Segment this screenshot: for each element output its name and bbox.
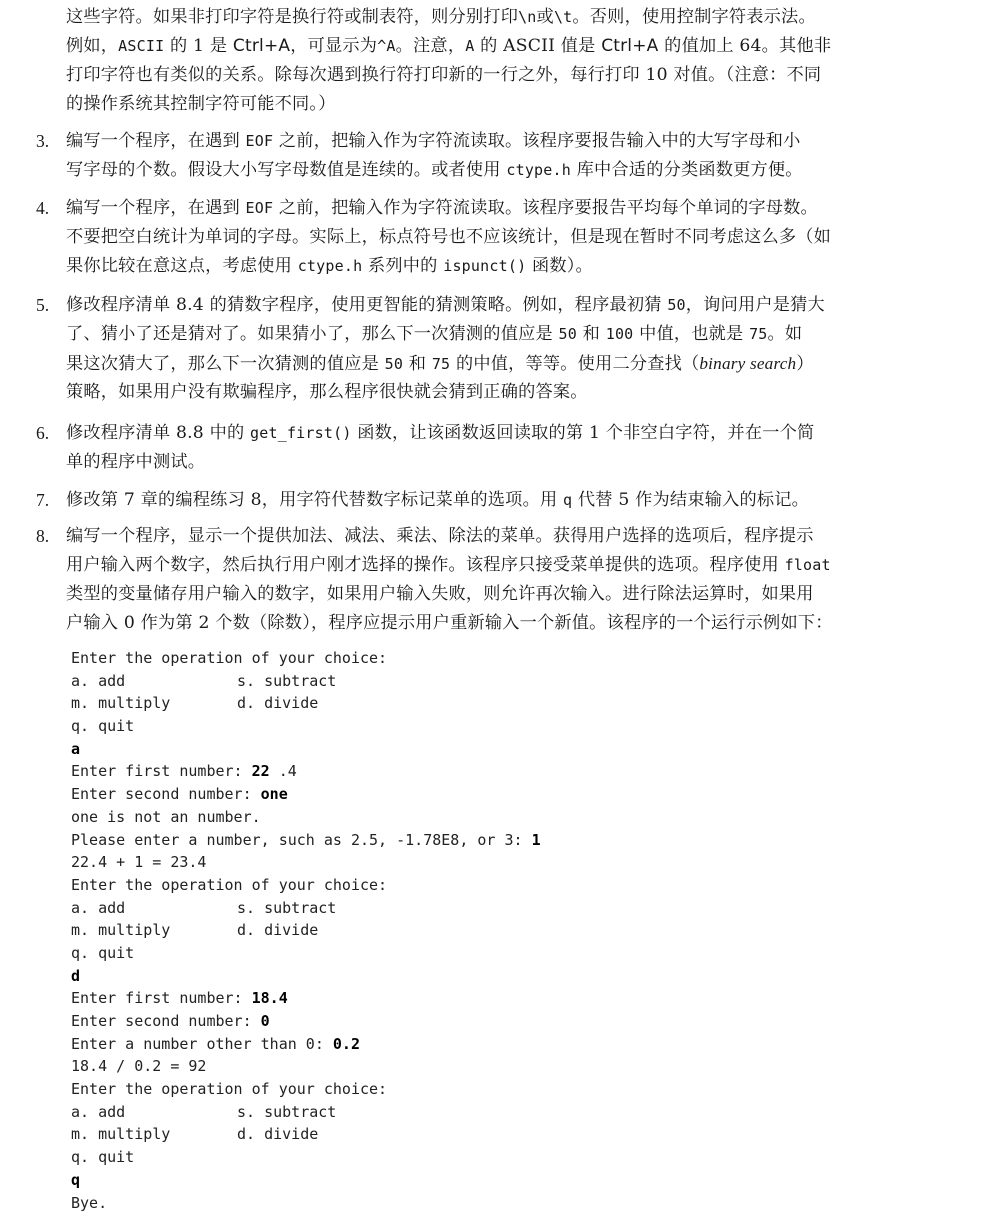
code-line <box>71 874 671 897</box>
text-run: 果这次猜大了，那么下一次猜测的值应是 <box>66 354 385 374</box>
exercise-line <box>66 580 866 609</box>
program-output: Enter the operation of your choice: <box>71 649 388 667</box>
code-line <box>71 760 671 783</box>
intro-paragraph <box>66 3 866 119</box>
user-input: 22 <box>251 762 270 781</box>
exercise-line <box>66 194 866 223</box>
program-output: Enter second number: <box>71 785 261 804</box>
text-run: 和 <box>577 324 606 344</box>
menu-option: a. add <box>71 671 126 690</box>
text-run: 例如， <box>66 36 119 56</box>
intro-line <box>66 3 866 32</box>
user-input: 1 <box>531 830 541 849</box>
program-output: Enter first number: <box>71 989 252 1008</box>
text-run: 系列中的 <box>362 256 444 276</box>
code-line <box>71 692 671 715</box>
menu-option: a. add <box>71 1102 126 1121</box>
italic-term: binary search <box>699 354 797 373</box>
text-run: 果你比较在意这点，考虑使用 <box>66 256 298 276</box>
menu-option: m. multiply <box>71 921 171 940</box>
code-line <box>71 1055 671 1078</box>
code-line <box>71 1123 671 1146</box>
exercise-line <box>66 252 866 281</box>
inline-code: float <box>784 556 831 574</box>
exercise-line <box>66 419 866 448</box>
program-output: s. subtract <box>237 1102 337 1121</box>
text-run: ，可显示为 <box>290 36 378 56</box>
program-output: q. quit <box>71 1148 135 1167</box>
program-output: one is not an number. <box>71 807 261 826</box>
program-output: d. divide <box>237 1125 319 1144</box>
code-line <box>71 829 671 852</box>
exercise-line <box>66 349 866 378</box>
text-run: 函数，让该函数返回读取的第 1 个非空白字符，并在一个简 <box>351 423 815 443</box>
inline-code: \n <box>518 8 537 26</box>
text-run: ，询问用户是猜大 <box>685 295 825 315</box>
code-line <box>71 987 671 1010</box>
code-line <box>71 1192 671 1215</box>
text-run: 的 ASCII 值是 <box>474 36 602 56</box>
program-output: d. divide <box>237 921 319 940</box>
user-input: 0.2 <box>332 1034 360 1053</box>
exercise-number: 4. <box>36 198 50 218</box>
inline-code: 50 <box>384 355 404 373</box>
program-output: Enter second number: <box>71 1012 261 1030</box>
program-output: Enter first number: <box>71 762 252 781</box>
program-output: 22.4 + 1 = 23.4 <box>71 853 207 872</box>
text-run: 中值，也就是 <box>633 324 750 344</box>
text-run: 修改程序清单 8.4 的猜数字程序，使用更智能的猜测策略。例如，程序最初猜 <box>66 295 668 315</box>
exercise-3 <box>36 127 866 185</box>
intro-line <box>66 61 866 90</box>
code-line <box>71 1146 671 1169</box>
code-line <box>71 783 671 806</box>
inline-code: EOF <box>245 199 274 217</box>
exercise-6 <box>36 419 866 477</box>
program-output: q. quit <box>71 717 135 736</box>
exercise-number: 3. <box>36 131 50 151</box>
program-output: Please enter a number, such as 2.5, -1.78E8, or 3: <box>71 830 532 849</box>
text-run: 编写一个程序，在遇到 <box>66 198 246 218</box>
code-line <box>71 647 671 670</box>
text-run: 的值加上 64。其他非 <box>658 36 832 56</box>
text-run: 之前，把输入作为字符流读取。该程序要报告输入中的大写字母和小 <box>273 131 801 151</box>
inline-code: A <box>465 37 475 55</box>
program-output: .4 <box>269 762 297 781</box>
text-run: 编写一个程序，显示一个提供加法、减法、乘法、除法的菜单。获得用户选择的选项后，程序提示 <box>66 526 814 546</box>
text-run: 修改第 7 章的编程练习 8，用字符代替数字标记菜单的选项。用 <box>66 490 564 510</box>
code-line <box>71 942 671 965</box>
exercise-line <box>66 291 866 320</box>
menu-option: m. multiply <box>71 694 171 713</box>
program-output: 18.4 / 0.2 = 92 <box>71 1057 207 1076</box>
exercise-4 <box>36 194 866 281</box>
program-output: q. quit <box>71 943 135 962</box>
code-line <box>71 1010 671 1033</box>
exercise-line <box>66 486 866 515</box>
text-run: 这些字符。如果非打印字符是换行符或制表符，则分别打印 <box>66 7 519 27</box>
menu-option: m. multiply <box>71 1125 171 1144</box>
text-run: 编写一个程序，在遇到 <box>66 131 246 151</box>
inline-code: 50 <box>667 296 686 314</box>
text-run: 的中值，等等。使用二分查找（ <box>450 354 700 374</box>
code-line <box>71 897 671 920</box>
exercise-line <box>66 156 866 185</box>
code-line <box>71 1078 671 1101</box>
text-run: 。如 <box>767 324 803 344</box>
code-line <box>71 851 671 874</box>
program-output: Enter a number other than 0: <box>71 1034 333 1053</box>
program-output: Enter the operation of your choice: <box>71 875 388 894</box>
exercise-line <box>66 127 866 156</box>
user-input: 0 <box>260 1012 270 1030</box>
text-run: 之前，把输入作为字符流读取。该程序要报告平均每个单词的字母数。 <box>273 198 818 218</box>
inline-code: q <box>563 491 573 509</box>
key-combo: Ctrl+A <box>232 36 291 56</box>
exercise-5 <box>36 291 866 407</box>
text-run: 修改程序清单 8.8 中的 <box>66 423 251 443</box>
text-run: 和 <box>403 354 432 374</box>
code-line <box>71 965 671 988</box>
exercise-number: 8. <box>36 526 50 546</box>
text-run: 用户输入两个数字，然后执行用户刚才选择的操作。该程序只接受菜单提供的选项。程序使用 <box>66 555 785 575</box>
text-run: 的操作系统其控制字符可能不同。） <box>66 94 336 114</box>
text-run: 打印字符也有类似的关系。除每次遇到换行符打印新的一行之外，每行打印 10 对值。（注意：不同 <box>66 65 822 85</box>
inline-code: EOF <box>245 132 274 150</box>
inline-code: 100 <box>605 325 634 343</box>
inline-code: 50 <box>558 325 577 343</box>
code-line <box>71 1169 671 1192</box>
text-run: 。否则，使用控制字符表示法。 <box>572 7 816 27</box>
program-output: Bye. <box>71 1193 108 1212</box>
exercise-line <box>66 609 866 638</box>
inline-code: get_first() <box>250 424 352 442</box>
exercise-7 <box>36 486 866 515</box>
exercise-line <box>66 448 866 477</box>
user-input: d <box>71 966 81 985</box>
text-run: 了、猜小了还是猜对了。如果猜小了，那么下一次猜测的值应是 <box>66 324 559 344</box>
exercise-line <box>66 320 866 349</box>
exercise-number: 7. <box>36 490 50 510</box>
program-output: s. subtract <box>237 671 337 690</box>
text-run: 函数）。 <box>526 256 593 276</box>
text-run: 类型的变量储存用户输入的数字，如果用户输入失败，则允许再次输入。进行除法运算时，如果用 <box>66 584 814 604</box>
exercise-line <box>66 522 866 551</box>
inline-code: 75 <box>749 325 768 343</box>
code-line <box>71 806 671 829</box>
inline-code: ^A <box>377 37 396 55</box>
code-line <box>71 738 671 761</box>
inline-code: ctype.h <box>506 161 571 179</box>
user-input: a <box>71 739 81 758</box>
menu-option: a. add <box>71 898 126 917</box>
exercise-8 <box>36 522 866 638</box>
text-run: 单的程序中测试。 <box>66 452 206 472</box>
user-input: 18.4 <box>251 989 288 1008</box>
inline-code: ispunct() <box>443 257 527 275</box>
code-line <box>71 1033 671 1056</box>
text-run: 不要把空白统计为单词的字母。实际上，标点符号也不应该统计，但是现在暂时不同考虑这么多（如 <box>66 227 832 247</box>
exercise-line <box>66 223 866 252</box>
exercise-number: 5. <box>36 295 50 315</box>
program-output: d. divide <box>237 694 319 713</box>
key-combo: Ctrl+A <box>601 36 659 56</box>
code-line <box>71 715 671 738</box>
code-line <box>71 1101 671 1124</box>
text-run: 户输入 0 作为第 2 个数（除数），程序应提示用户重新输入一个新值。该程序的一个运行示例如下： <box>66 613 833 633</box>
inline-code: \t <box>553 8 573 26</box>
exercise-line <box>66 378 866 407</box>
user-input: one <box>260 785 288 804</box>
text-run: 库中合适的分类函数更方便。 <box>570 160 803 180</box>
program-output: s. subtract <box>237 898 337 917</box>
code-line <box>71 670 671 693</box>
text-run: 的 1 是 <box>164 36 233 56</box>
program-output: Enter the operation of your choice: <box>71 1080 388 1099</box>
inline-code: ASCII <box>118 37 165 55</box>
text-run: 或 <box>536 7 554 27</box>
code-line <box>71 919 671 942</box>
text-run: 代替 5 作为结束输入的标记。 <box>572 490 810 510</box>
user-input: q <box>71 1170 81 1189</box>
text-run: 策略，如果用户没有欺骗程序，那么程序很快就会猜到正确的答案。 <box>66 382 588 402</box>
exercise-number: 6. <box>36 423 50 443</box>
text-run: 写字母的个数。假设大小写字母数值是连续的。或者使用 <box>66 160 507 180</box>
sample-run-code-block <box>71 647 671 1214</box>
inline-code: 75 <box>431 355 451 373</box>
exercise-line <box>66 551 866 580</box>
inline-code: ctype.h <box>297 257 363 275</box>
intro-line <box>66 32 866 61</box>
text-run: 。注意， <box>395 36 466 56</box>
intro-line <box>66 90 866 119</box>
text-run: ） <box>796 354 814 374</box>
